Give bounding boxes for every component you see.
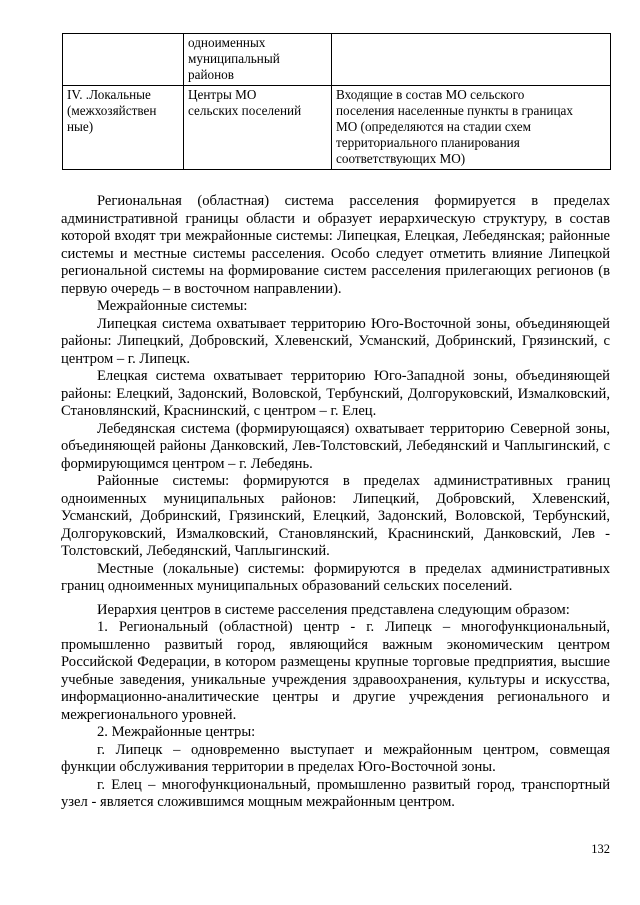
body-text [61, 193, 610, 812]
cell-text-line: Входящие в состав МО сельского [336, 87, 525, 102]
cell-text-line: поселения населенные пункты в границах [336, 103, 573, 118]
cell-text-line: ные) [67, 119, 94, 134]
paragraph: Иерархия центров в системе расселения представлена следующим образом: [97, 601, 570, 618]
cell-text-line: МО (определяются на стадии схем [336, 119, 531, 134]
cell-text-line: IV. .Локальные [67, 87, 151, 102]
paragraph: Межрайонные системы: [97, 298, 248, 314]
table-cell [184, 34, 332, 86]
cell-text-line: (межхозяйствен [67, 103, 157, 118]
paragraph: г. Елец – многофункциональный, промышленно развитый город, транспортный узел - является сложившимся мощным межрайонным центром. [61, 776, 610, 810]
cell-text-line: Центры МО [188, 87, 257, 102]
cell-text-line: районов [188, 67, 234, 82]
paragraph: Местные (локальные) системы: формируются в пределах административных границ одноименных муниципальных образований сельских поселений. [61, 560, 610, 594]
table-cell [332, 86, 611, 170]
table-cell [332, 34, 611, 86]
paragraph: Районные системы: формируются в пределах административных границ одноименных муниципальных районов: Липецкий, Добровский, Хлевенский, Усманский, Добринский, Грязинский, Елецкий, Задонский, Воловской, Тербунский, Долгоруковский, Измалковский, Становлянский, Краснинский, Данковский, Лев - Толстовский, Лебедянский, Чаплыгинский. [61, 473, 610, 559]
cell-text-line: соответствующих МО) [336, 151, 466, 166]
cell-text-line: одноименных [188, 35, 266, 50]
settlement-hierarchy-table [62, 33, 611, 170]
cell-text-line: территориального планирования [336, 135, 520, 150]
paragraph: 2. Межрайонные центры: [97, 724, 256, 740]
paragraph: Региональная (областная) система расселения формируется в пределах административной границы области и образует иерархическую структуру, в состав которой входят три межрайонные системы: Липецкая, Елецкая, Лебедянская; районные системы и местные системы расселения. Особо следует отметить влияние Липецкой региональной системы на формирование систем расселения прилегающих регионов (в первую очередь – в восточном направлении). [61, 193, 610, 297]
paragraph: Липецкая система охватывает территорию Юго-Восточной зоны, объединяющей районы: Липецкий, Добровский, Хлевенский, Усманский, Добринский, Грязинский, с центром – г. Липецк. [61, 315, 610, 367]
cell-text-line: муниципальный [188, 51, 280, 66]
paragraph: 1. Региональный (областной) центр - г. Липецк – многофункциональный, промышленно развитый город, являющийся важным экономическим центром Российской Федерации, в котором размещены крупные торговые предприятия, высшие учебные заведения, уникальные учреждения здравоохранения, культуры и искусства, информационно-аналитические центры и другие учреждения регионального и межрегионального уровней. [61, 619, 610, 723]
table-row [63, 34, 611, 86]
table-cell [63, 86, 184, 170]
table-row [63, 86, 611, 170]
paragraph: Лебедянская система (формирующаяся) охватывает территорию Северной зоны, объединяющей районы Данковский, Лев-Толстовский, Лебедянский и Чаплыгинский, с формирующимся центром – г. Лебедянь. [61, 420, 610, 472]
paragraph: г. Липецк – одновременно выступает и межрайонным центром, совмещая функции обслуживания территории в пределах Юго-Восточной зоны. [61, 741, 610, 775]
table-cell [184, 86, 332, 170]
page-number: 132 [591, 842, 610, 856]
cell-text-line: сельских поселений [188, 103, 302, 118]
paragraph: Елецкая система охватывает территорию Юго-Западной зоны, объединяющей районы: Елецкий, Задонский, Воловской, Тербунский, Долгоруковский, Измалковский, Становлянский, Краснинский, с центром – г. Елец. [61, 368, 610, 419]
table-cell [63, 34, 184, 86]
